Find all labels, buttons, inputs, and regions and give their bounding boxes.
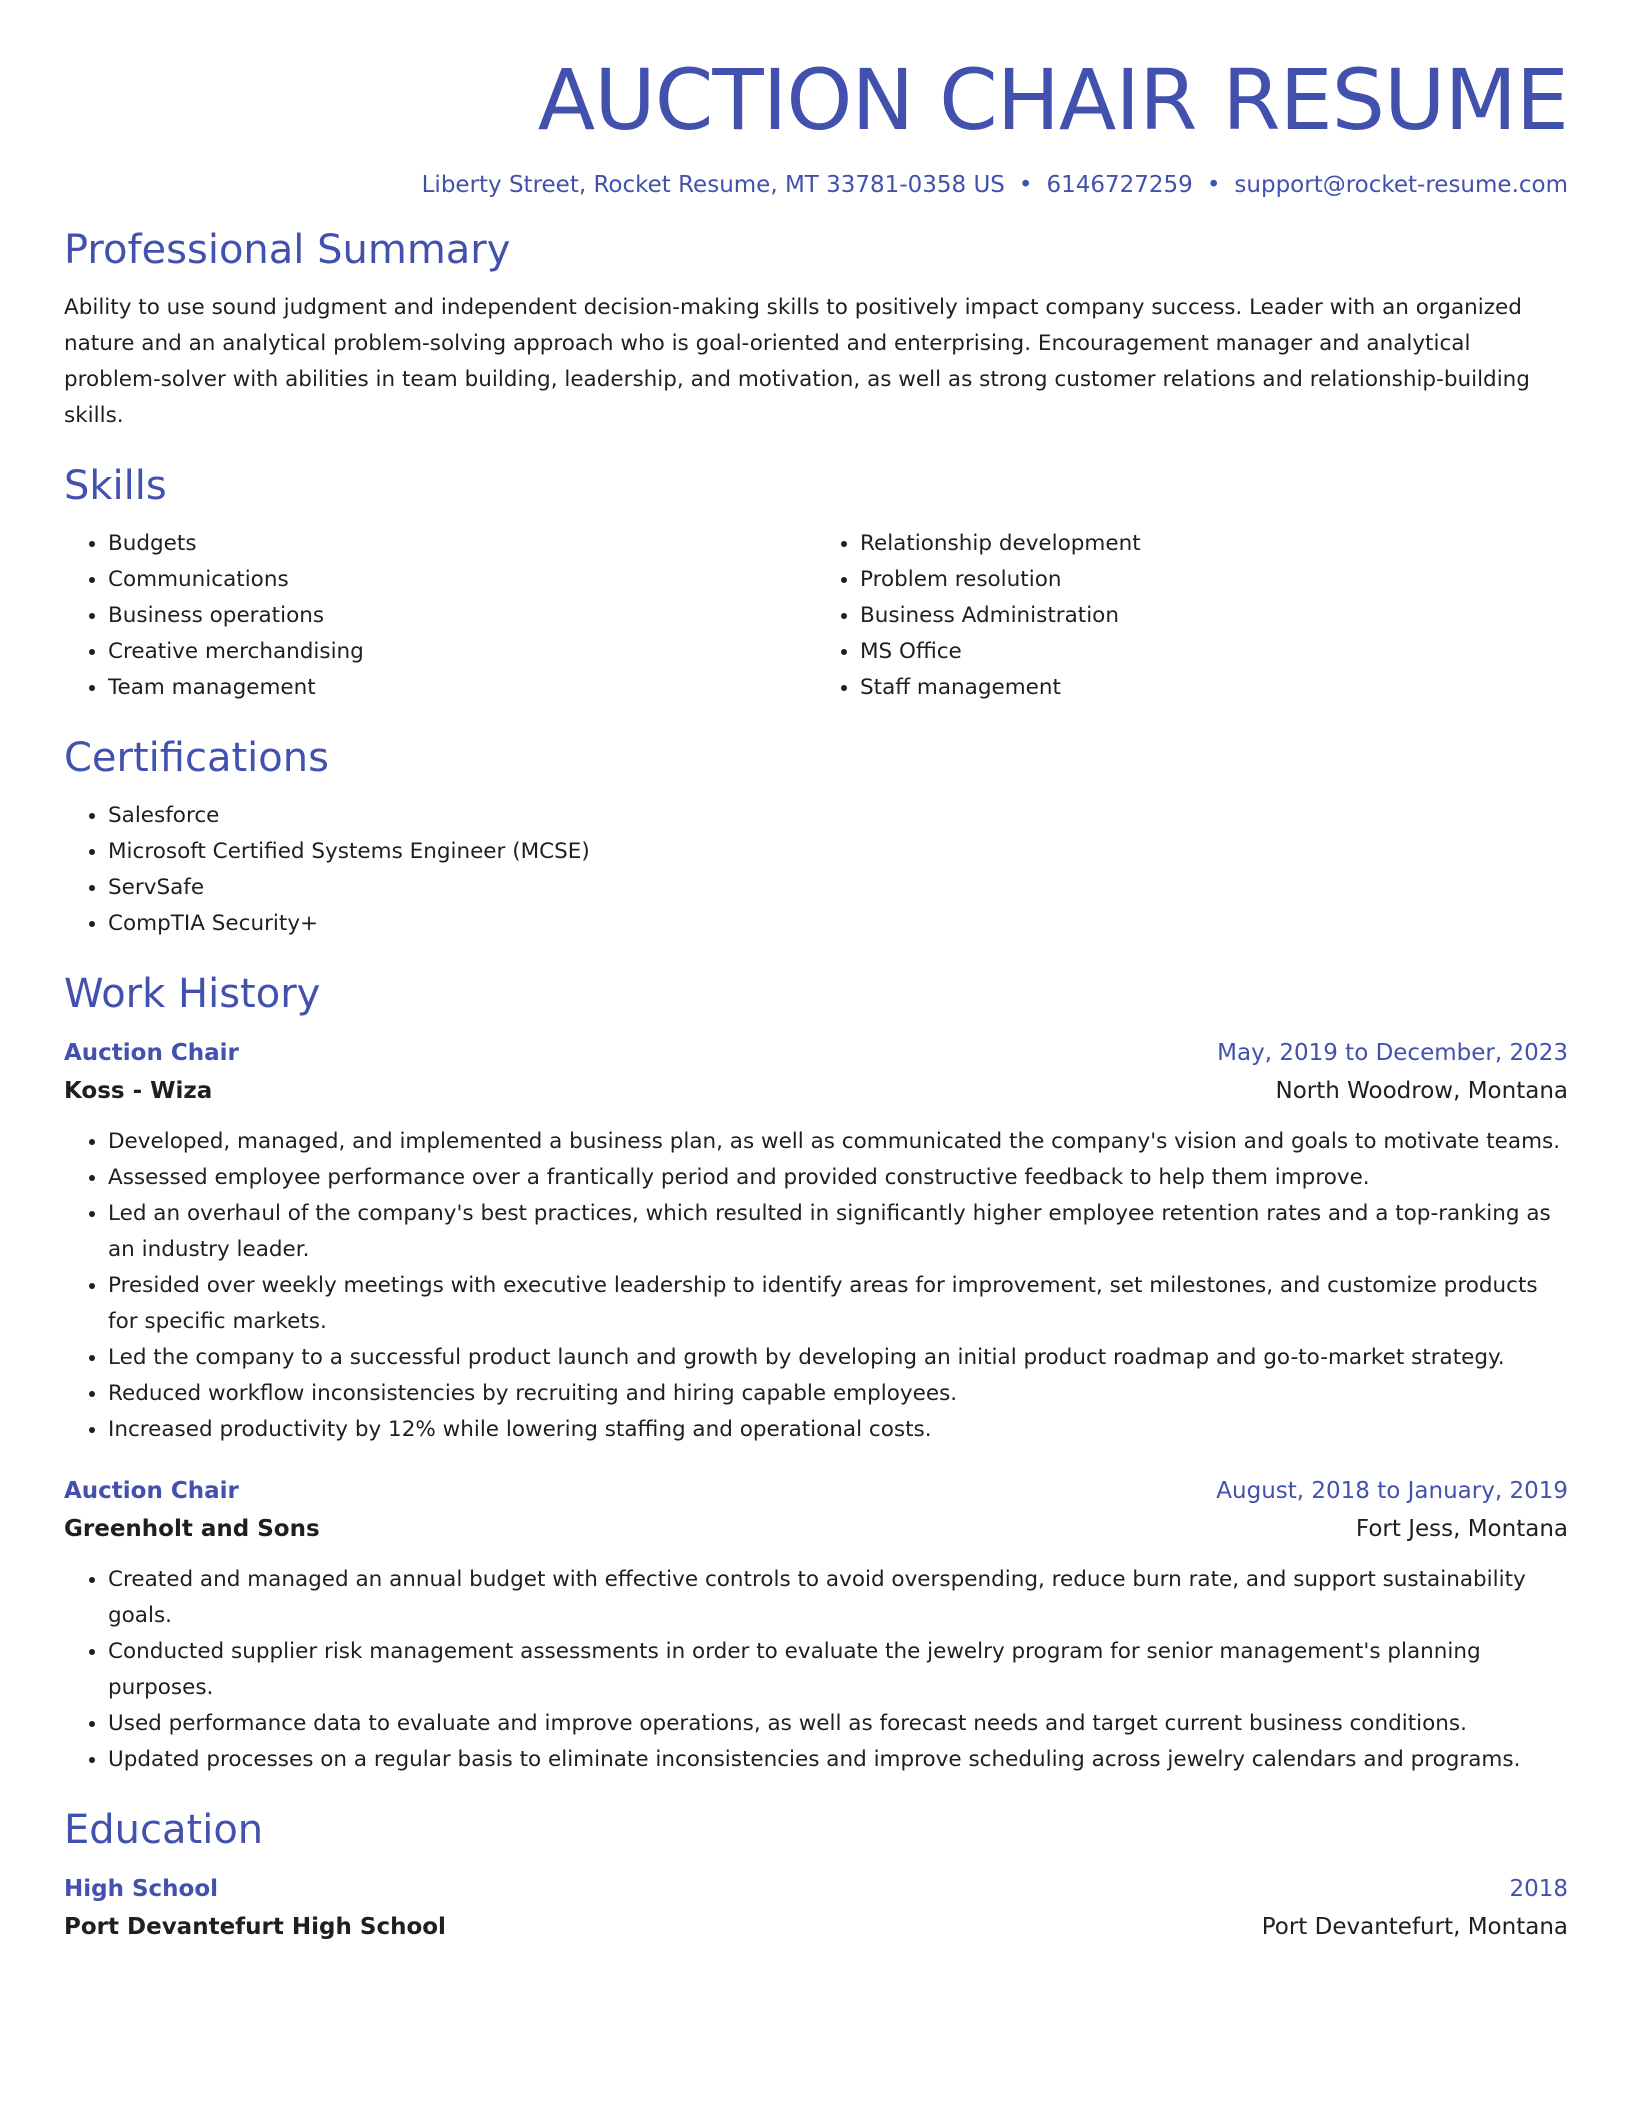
education-section [64,1808,1568,1946]
certifications-heading: Certifications [64,735,329,782]
resume-title: AUCTION CHAIR RESUME [537,51,1568,149]
job-location: Fort Jess, Montana [1355,1516,1568,1543]
job-entry [64,1034,1568,1448]
education-year: 2018 [1509,1876,1568,1903]
job-entry [64,1472,1568,1778]
skill-item: • Business Administration [860,598,1568,634]
certifications-section [64,736,1568,942]
contact-separator: • [1206,172,1221,199]
skill-item: • Staff management [860,670,1568,706]
summary-text: Ability to use sound judgment and independent decision-making skills to positively impact company success. Leader with an organized nature and an analytical problem-solving approach who is goal-oriented and enterprising. Encouragement manager and analytical problem-solver with abilities in team building, leadership, and motivation, as well as strong customer relations and relationship-building skills. [64,295,1530,429]
education-heading: Education [64,1807,264,1854]
education-degree: High School [64,1876,219,1903]
skill-item: • Team management [108,670,816,706]
job-bullet: • Led an overhaul of the company's best practices, which resulted in significantly higher employee retention rates and a top-ranking as an industry leader. [108,1196,1568,1268]
job-bullets [64,1124,1568,1448]
job-title: Auction Chair [64,1478,239,1505]
education-location: Port Devantefurt, Montana [1261,1914,1568,1941]
job-bullet: • Conducted supplier risk management assessments in order to evaluate the jewelry program for senior management's planning purposes. [108,1634,1568,1706]
skill-item: • Problem resolution [860,562,1568,598]
skill-item: • Business operations [108,598,816,634]
skills-heading: Skills [64,463,167,510]
certification-item: • Salesforce [108,798,1568,834]
skill-item: • Relationship development [860,526,1568,562]
skill-item: • Creative merchandising [108,634,816,670]
contact-phone[interactable]: 6146727259 [1046,172,1193,199]
skills-column-left [64,526,816,706]
job-company-row [64,1510,1568,1548]
job-bullet: • Created and managed an annual budget with effective controls to avoid overspending, reduce burn rate, and support sustainability goals. [108,1562,1568,1634]
skill-item: • MS Office [860,634,1568,670]
job-company: Koss - Wiza [64,1078,213,1105]
job-location: North Woodrow, Montana [1275,1078,1568,1105]
certifications-list [64,798,1568,942]
job-bullet: • Presided over weekly meetings with executive leadership to identify areas for improvement, set milestones, and customize products for specific markets. [108,1268,1568,1340]
job-bullet: • Reduced workflow inconsistencies by recruiting and hiring capable employees. [108,1376,1568,1412]
certification-item: • ServSafe [108,870,1568,906]
contact-separator: • [1018,172,1033,199]
job-company: Greenholt and Sons [64,1516,320,1543]
certification-item: • Microsoft Certified Systems Engineer (MCSE) [108,834,1568,870]
resume-header [64,51,1568,199]
education-school: Port Devantefurt High School [64,1914,446,1941]
education-school-row [64,1908,1568,1946]
summary-heading: Professional Summary [64,227,511,274]
skills-column-right [816,526,1568,706]
summary-section [64,228,1568,434]
job-title-row [64,1034,1568,1072]
work-history-heading: Work History [64,971,321,1018]
job-bullet: • Updated processes on a regular basis to eliminate inconsistencies and improve scheduling across jewelry calendars and programs. [108,1742,1568,1778]
job-dates: May, 2019 to December, 2023 [1217,1040,1568,1067]
contact-address: Liberty Street, Rocket Resume, MT 33781-0358 US [421,172,1005,199]
certification-item: • CompTIA Security+ [108,906,1568,942]
skills-grid [64,526,1568,706]
skills-list-left [64,526,816,706]
job-bullets [64,1562,1568,1778]
contact-line [64,172,1568,198]
job-bullet: • Developed, managed, and implemented a business plan, as well as communicated the company's vision and goals to motivate teams. [108,1124,1568,1160]
job-company-row [64,1072,1568,1110]
job-bullet: • Assessed employee performance over a frantically period and provided constructive feedback to help them improve. [108,1160,1568,1196]
skill-item: • Budgets [108,526,816,562]
job-bullet: • Led the company to a successful product launch and growth by developing an initial product roadmap and go-to-market strategy. [108,1340,1568,1376]
contact-email[interactable]: support@rocket-resume.com [1234,172,1568,199]
job-title: Auction Chair [64,1040,239,1067]
job-bullet: • Used performance data to evaluate and improve operations, as well as forecast needs and target current business conditions. [108,1706,1568,1742]
job-bullet: • Increased productivity by 12% while lowering staffing and operational costs. [108,1412,1568,1448]
education-degree-row [64,1870,1568,1908]
skills-list-right [816,526,1568,706]
work-history-section [64,972,1568,1778]
skill-item: • Communications [108,562,816,598]
skills-section [64,464,1568,706]
job-title-row [64,1472,1568,1510]
job-dates: August, 2018 to January, 2019 [1216,1478,1568,1505]
